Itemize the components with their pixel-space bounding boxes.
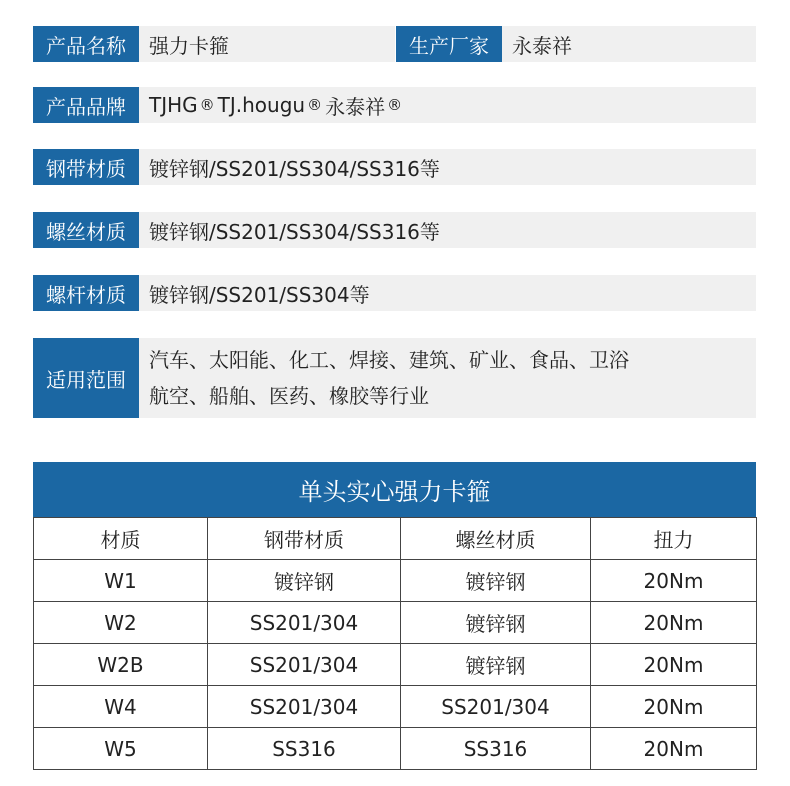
cell-screw-material: 镀锌钢 — [401, 602, 591, 644]
screw-material-label: 螺丝材质 — [33, 212, 139, 248]
cell-torque: 20Nm — [591, 686, 757, 728]
brand-row — [33, 87, 756, 123]
screw-material-row — [33, 212, 756, 248]
header-torque: 扭力 — [591, 518, 757, 560]
manufacturer-label: 生产厂家 — [396, 26, 502, 62]
cell-material: W2 — [34, 602, 208, 644]
cell-material: W2B — [34, 644, 208, 686]
brand-name-tjhougu: TJ.hougu — [217, 93, 306, 117]
cell-band-material: SS201/304 — [208, 602, 401, 644]
table-row — [34, 644, 757, 686]
table-row — [34, 686, 757, 728]
cell-band-material: SS316 — [208, 728, 401, 770]
rod-material-value: 镀锌钢/SS201/SS304等 — [139, 275, 756, 311]
product-name-row — [33, 26, 395, 62]
brand-name-tjhg: TJHG — [149, 93, 198, 117]
table-row — [34, 602, 757, 644]
application-value — [139, 338, 756, 418]
table-row — [34, 728, 757, 770]
band-material-row — [33, 149, 756, 185]
header-material: 材质 — [34, 518, 208, 560]
cell-torque: 20Nm — [591, 560, 757, 602]
table-title: 单头实心强力卡箍 — [33, 462, 756, 517]
rod-material-row — [33, 275, 756, 311]
cell-torque: 20Nm — [591, 644, 757, 686]
spec-table — [33, 517, 757, 770]
band-material-value: 镀锌钢/SS201/SS304/SS316等 — [139, 149, 756, 185]
spec-table-section — [33, 462, 756, 770]
header-band-material: 钢带材质 — [208, 518, 401, 560]
product-name-label: 产品名称 — [33, 26, 139, 62]
application-line-1: 汽车、太阳能、化工、焊接、建筑、矿业、食品、卫浴 — [149, 348, 629, 372]
cell-band-material: SS201/304 — [208, 686, 401, 728]
screw-material-value: 镀锌钢/SS201/SS304/SS316等 — [139, 212, 756, 248]
band-material-label: 钢带材质 — [33, 149, 139, 185]
brand-label: 产品品牌 — [33, 87, 139, 123]
brand-name-yongtaixiang: 永泰祥 — [325, 94, 386, 119]
application-line-2: 航空、船舶、医药、橡胶等行业 — [149, 384, 429, 408]
cell-torque: 20Nm — [591, 602, 757, 644]
cell-band-material: 镀锌钢 — [208, 560, 401, 602]
cell-screw-material: 镀锌钢 — [401, 644, 591, 686]
cell-screw-material: SS316 — [401, 728, 591, 770]
table-row — [34, 560, 757, 602]
cell-band-material: SS201/304 — [208, 644, 401, 686]
cell-material: W1 — [34, 560, 208, 602]
cell-torque: 20Nm — [591, 728, 757, 770]
rod-material-label: 螺杆材质 — [33, 275, 139, 311]
brand-value: TJHG ® TJ.hougu ® 永泰祥 ® — [139, 87, 756, 123]
cell-material: W5 — [34, 728, 208, 770]
cell-screw-material: 镀锌钢 — [401, 560, 591, 602]
manufacturer-row — [396, 26, 756, 62]
application-label: 适用范围 — [33, 338, 139, 418]
manufacturer-value: 永泰祥 — [502, 26, 756, 62]
application-row — [33, 338, 756, 418]
product-name-value: 强力卡箍 — [139, 26, 395, 62]
cell-material: W4 — [34, 686, 208, 728]
cell-screw-material: SS201/304 — [401, 686, 591, 728]
header-screw-material: 螺丝材质 — [401, 518, 591, 560]
table-header-row — [34, 518, 757, 560]
